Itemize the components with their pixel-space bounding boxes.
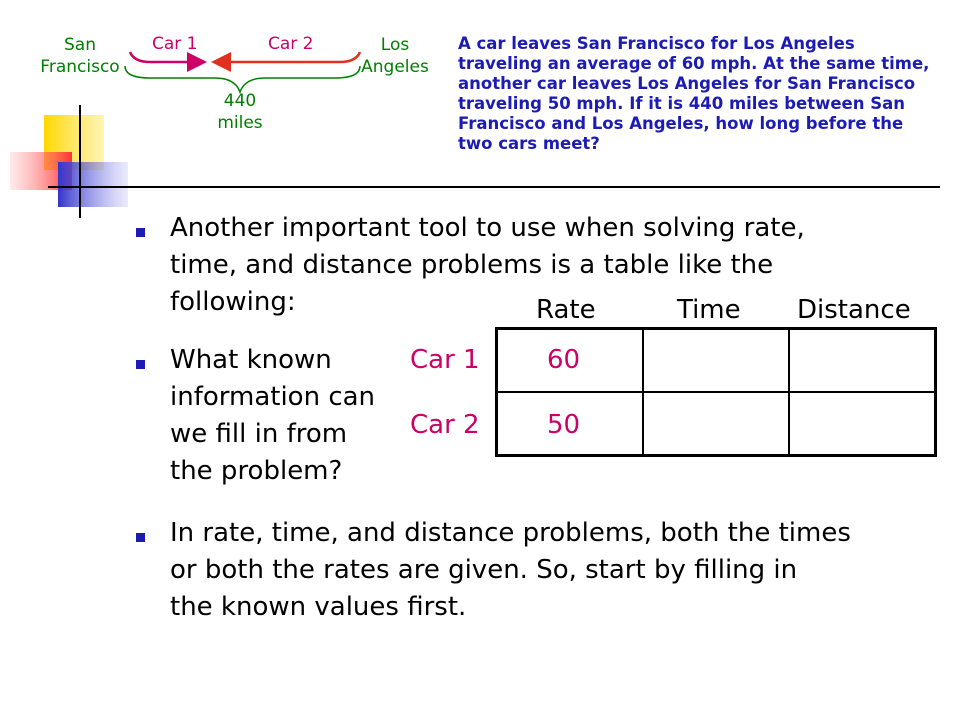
car2-arrow (216, 52, 360, 62)
cell-car1-distance (789, 329, 936, 393)
car1-rate-value: 60 (547, 345, 581, 375)
bullet-2: What known information can we fill in from the problem? (170, 345, 376, 486)
row-label-car2: Car 2 (410, 410, 480, 440)
top-rule (140, 186, 940, 188)
decorative-blocks (0, 100, 140, 220)
distance-brace (125, 66, 360, 92)
bullet-3: In rate, time, and distance problems, both the times or both the rates are given. So, start by filling in the known values first. (170, 518, 851, 622)
bullet-marker (136, 533, 145, 542)
cell-car1-time (643, 329, 789, 393)
diagram-arrows (120, 50, 370, 95)
row-label-car1: Car 1 (410, 345, 480, 375)
car1-label: Car 1 (152, 34, 198, 54)
header-distance: Distance (797, 295, 911, 325)
blue-block (58, 162, 128, 207)
problem-statement: A car leaves San Francisco for Los Angeles traveling an average of 60 mph. At the same time, another car leaves Los Angeles for San Francisco traveling 50 mph. If it is 440 miles between San Francisco and Los Angeles, how long before the two cars meet? (458, 34, 930, 153)
distance-label: 440 miles (217, 91, 263, 133)
bullet-marker (136, 228, 145, 237)
car2-rate-value: 50 (547, 410, 581, 440)
car1-arrow (130, 52, 202, 62)
header-rate: Rate (536, 295, 596, 325)
cell-car2-distance (789, 392, 936, 456)
bullet-1: Another important tool to use when solving rate, time, and distance problems is a table like the following: (170, 213, 805, 317)
bullet-marker (136, 360, 145, 369)
city-los-angeles: Los Angeles (361, 35, 429, 77)
car2-label: Car 2 (268, 34, 314, 54)
header-time: Time (677, 295, 741, 325)
cell-car2-time (643, 392, 789, 456)
city-san-francisco: San Francisco (40, 35, 120, 77)
